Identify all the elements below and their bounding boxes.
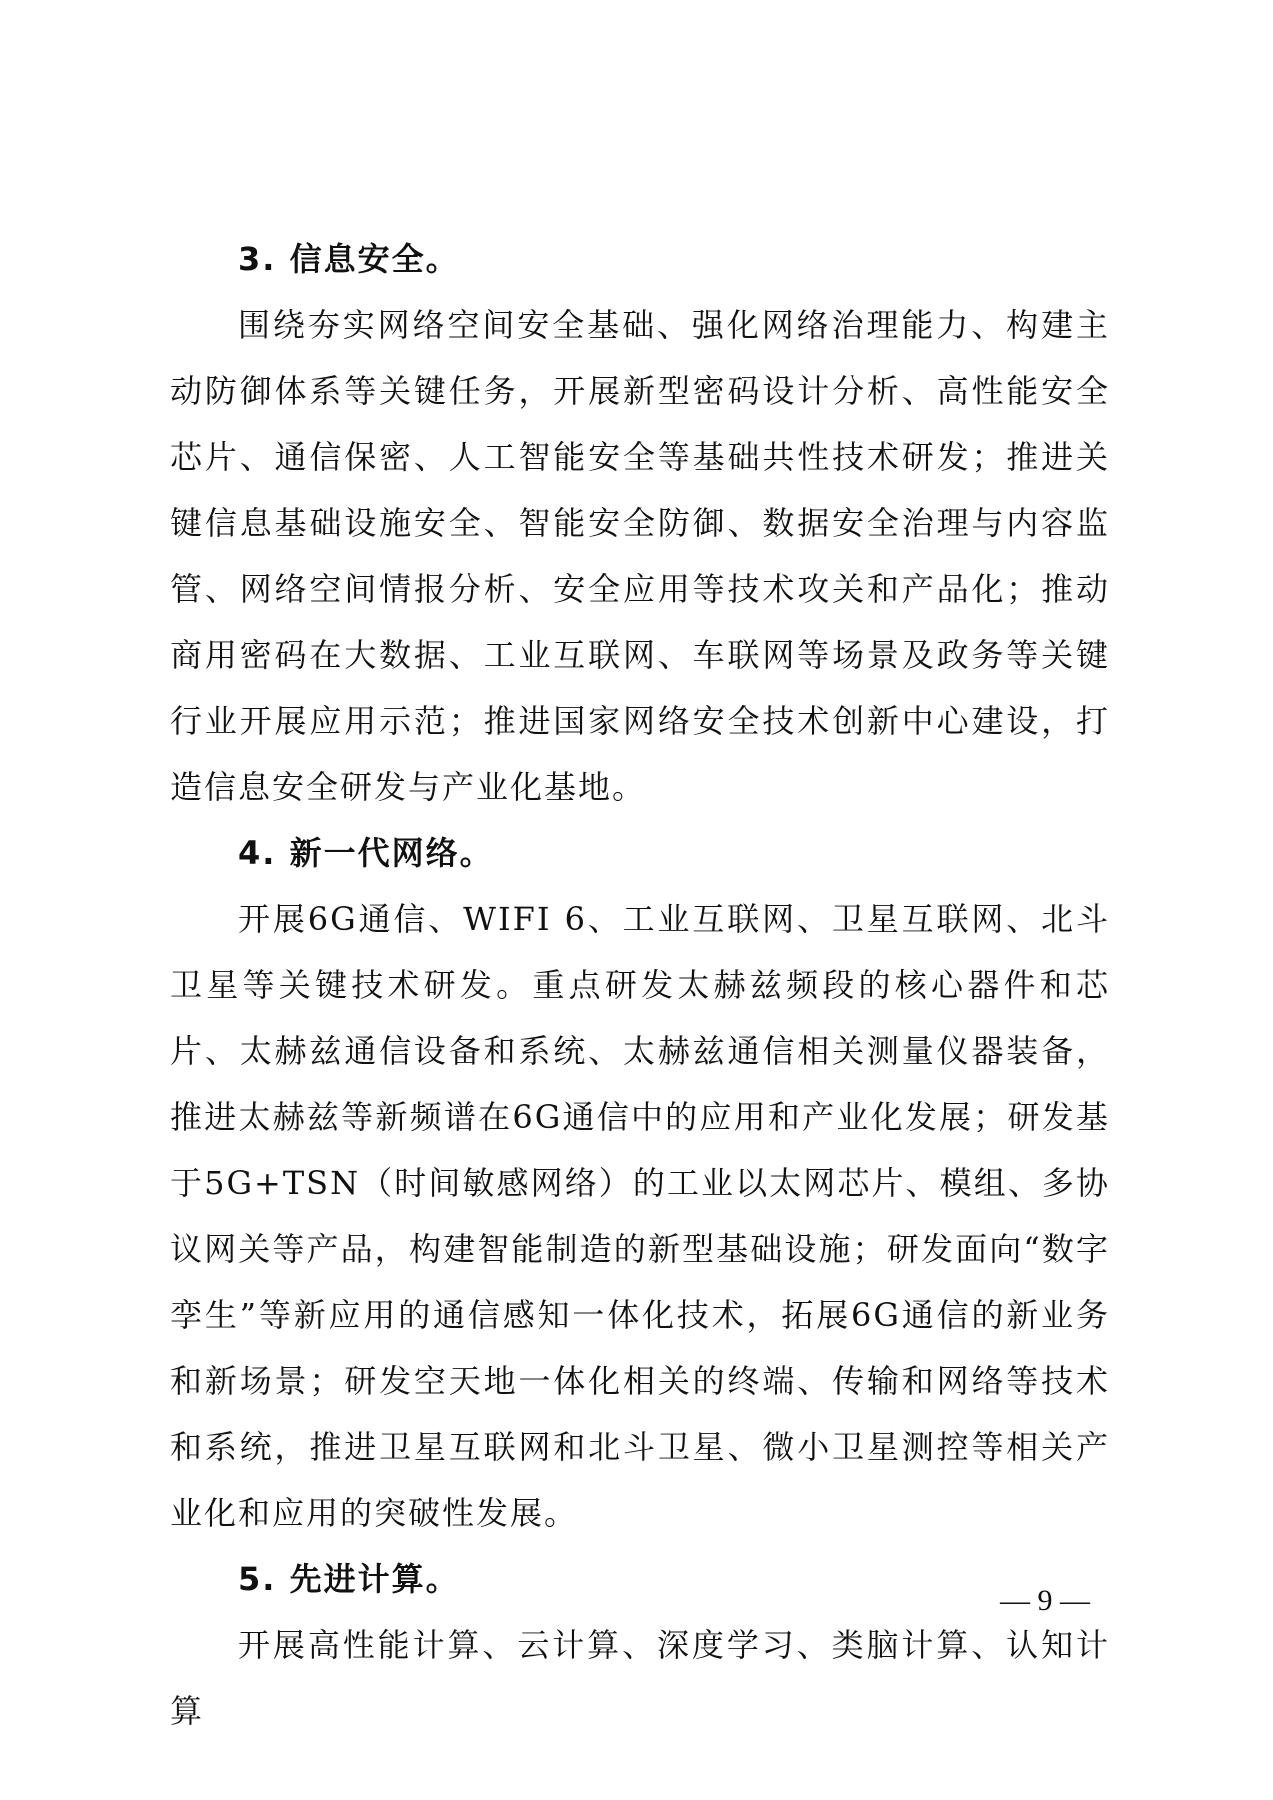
section-paragraph: 开展高性能计算、云计算、深度学习、类脑计算、认知计算 [170, 1626, 1110, 1730]
section-paragraph: 围绕夯实网络空间安全基础、强化网络治理能力、构建主动防御体系等关键任务，开展新型密码设计分析、高性能安全芯片、通信保密、人工智能安全等基础共性技术研发；推进关键信息基础设施安全、智能安全防御、数据安全治理与内容监管、网络空间情报分析、安全应用等技术攻关和产品化；推动商用密码在大数据、工业互联网、车联网等场景及政务等关键行业开展应用示范；推进国家网络安全技术创新中心建设，打造信息安全研发与产业化基地。 [170, 306, 1110, 806]
section-new-generation-network [170, 820, 1110, 1546]
section-information-security [170, 226, 1110, 820]
section-heading: 4. 新一代网络。 [238, 834, 494, 872]
page-number: — 9 — [1000, 1584, 1090, 1617]
section-heading: 5. 先进计算。 [238, 1560, 460, 1598]
section-heading: 3. 信息安全。 [238, 240, 460, 278]
document-body [170, 226, 1110, 1744]
section-paragraph: 开展6G通信、WIFI 6、工业互联网、卫星互联网、北斗卫星等关键技术研发。重点研发太赫兹频段的核心器件和芯片、太赫兹通信设备和系统、太赫兹通信相关测量仪器装备，推进太赫兹等新频谱在6G通信中的应用和产业化发展；研发基于5G+TSN（时间敏感网络）的工业以太网芯片、模组、多协议网关等产品，构建智能制造的新型基础设施；研发面向“数字孪生”等新应用的通信感知一体化技术，拓展6G通信的新业务和新场景；研发空天地一体化相关的终端、传输和网络等技术和系统，推进卫星互联网和北斗卫星、微小卫星测控等相关产业化和应用的突破性发展。 [170, 900, 1110, 1532]
section-advanced-computing [170, 1546, 1110, 1744]
